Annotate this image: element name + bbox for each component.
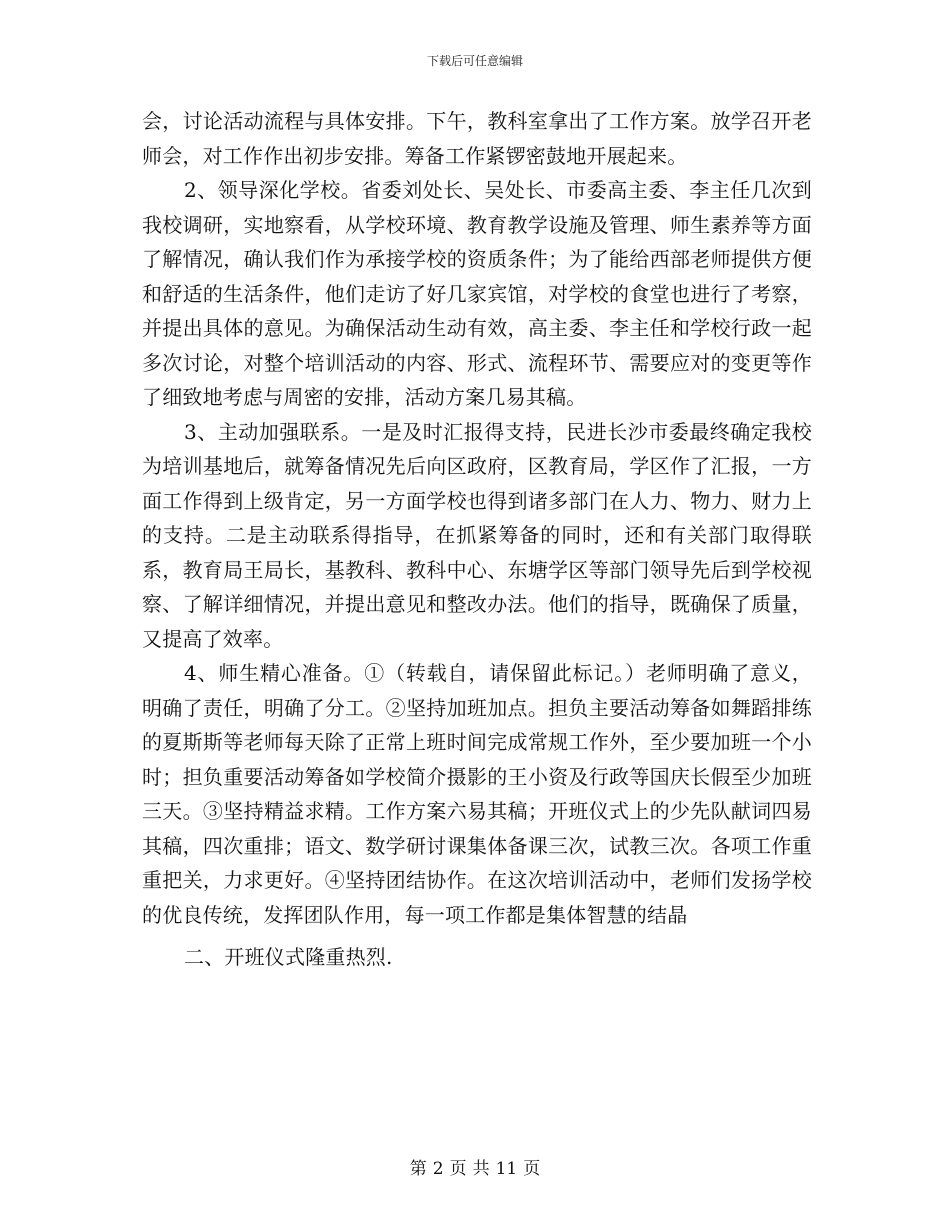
header-text: 下载后可任意编辑 [426, 54, 523, 68]
page-label-suffix: 页 [523, 1159, 541, 1179]
total-page-number: 11 [495, 1159, 518, 1179]
paragraph-liaison: 3、主动加强联系。一是及时汇报得支持，民进长沙市委最终确定我校为培训基地后，就筹备情况先后向区政府，区教育局，学区作了汇报，一方面工作得到上级肯定，另一方面学校也得到诸多部门在人力、物力、财力上的支持。二是主动联系得指导，在抓紧筹备的同时，还和有关部门取得联系，教育局王局长，基教科、教科中心、东塘学区等部门领导先后到学校视察、了解详细情况，并提出意见和整改办法。他们的指导，既确保了质量，又提高了效率。 [142, 419, 812, 651]
paragraph-leadership: 2、领导深化学校。省委刘处长、吴处长、市委高主委、李主任几次到我校调研，实地察看，从学校环境、教育教学设施及管理、师生素养等方面了解情况，确认我们作为承接学校的资质条件；为了能给西部老师提供方便和舒适的生活条件，他们走访了好几家宾馆，对学校的食堂也进行了考察，并提出具体的意见。为确保活动生动有效，高主委、李主任和学校行政一起多次讨论，对整个培训活动的内容、形式、流程环节、需要应对的变更等作了细致地考虑与周密的安排，活动方案几易其稿。 [142, 178, 812, 409]
page-label-mid: 页 [449, 1159, 467, 1179]
document-body [142, 104, 812, 975]
page-header [0, 52, 950, 69]
page-label-prefix: 第 [409, 1159, 427, 1179]
section-heading-opening-ceremony: 二、开班仪式隆重热烈. [184, 945, 393, 969]
paragraph-preparation: 4、师生精心准备。①（转载自，请保留此标记。）老师明确了意义，明确了责任，明确了分工。②坚持加班加点。担负主要活动筹备如舞蹈排练的夏斯斯等老师每天除了正常上班时间完成常规工作外，至少要加班一个小时；担负重要活动筹备如学校简介摄影的王小资及行政等国庆长假至少加班三天。③坚持精益求精。工作方案六易其稿；开班仪式上的少先队献词四易其稿，四次重排；语文、数学研讨课集体备课三次，试教三次。各项工作重重把关，力求更好。④坚持团结协作。在这次培训活动中，老师们发扬学校的优良传统，发挥团队作用，每一项工作都是集体智慧的结晶 [142, 661, 812, 927]
current-page-number: 2 [432, 1159, 444, 1179]
page-footer [0, 1154, 950, 1179]
paragraph-continuation: 会，讨论活动流程与具体安排。下午，教科室拿出了工作方案。放学召开老师会，对工作作出初步安排。筹备工作紧锣密鼓地开展起来。 [142, 109, 812, 168]
total-label: 共 [472, 1159, 490, 1179]
